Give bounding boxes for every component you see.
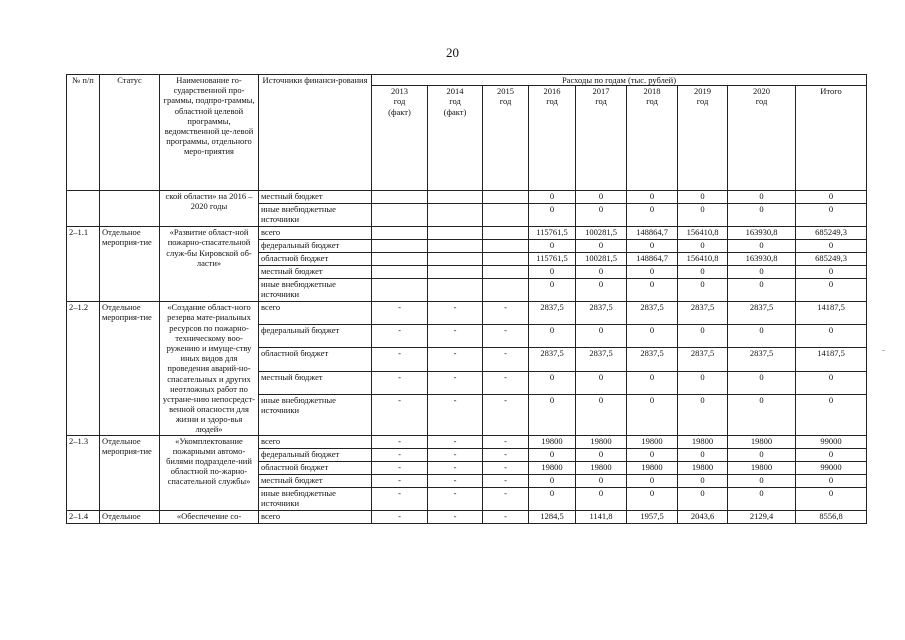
funding-source: иные внебюджетные источники: [259, 279, 372, 302]
row-name: ской области» на 2016 – 2020 годы: [160, 191, 259, 227]
year-sub: год: [393, 96, 406, 107]
year-label: 2015: [497, 86, 514, 97]
value-cell: 2129,4: [728, 510, 796, 523]
header-status: Статус: [100, 75, 160, 191]
value-cell: 0: [627, 266, 678, 279]
total-cell: 685249,3: [796, 227, 867, 240]
value-cell: 0: [627, 191, 678, 204]
value-cell: 0: [728, 487, 796, 510]
value-cell: 163930,8: [728, 227, 796, 240]
value-cell: -: [372, 487, 428, 510]
value-cell: -: [428, 435, 483, 448]
row-name: «Создание област-ного резерва мате-риальных ресурсов по пожарно-техническому воо-ружению и имуще-ству иных видов для проведения аварий-но-спасательных и других неотложных работ по устране-нию непосредст-венной опасности для жизни и здоро-вья людей»: [160, 302, 259, 435]
value-cell: 19800: [529, 435, 576, 448]
scan-speck: [882, 350, 885, 351]
year-label: 2013: [391, 86, 408, 97]
value-cell: 0: [576, 266, 627, 279]
value-cell: 1141,8: [576, 510, 627, 523]
value-cell: 1284,5: [529, 510, 576, 523]
value-cell: 0: [576, 191, 627, 204]
value-cell: [372, 279, 428, 302]
value-cell: [372, 240, 428, 253]
table-row: [67, 435, 867, 448]
value-cell: 0: [576, 325, 627, 348]
value-cell: 0: [678, 279, 728, 302]
year-sub: год: [449, 96, 461, 107]
table-row: [67, 191, 867, 204]
total-cell: 0: [796, 474, 867, 487]
value-cell: 0: [728, 394, 796, 435]
value-cell: 0: [627, 487, 678, 510]
row-status: [100, 191, 160, 227]
total-cell: 0: [796, 279, 867, 302]
value-cell: 115761,5: [529, 253, 576, 266]
header-total: Итого: [796, 86, 867, 191]
funding-source: всего: [259, 302, 372, 325]
value-cell: 0: [728, 325, 796, 348]
year-header: [627, 86, 678, 191]
year-sub: год: [595, 96, 607, 107]
value-cell: 1957,5: [627, 510, 678, 523]
value-cell: 19800: [576, 435, 627, 448]
total-cell: 14187,5: [796, 302, 867, 325]
value-cell: -: [483, 487, 529, 510]
year-sub: год: [755, 96, 768, 107]
funding-source: иные внебюджетные источники: [259, 394, 372, 435]
value-cell: 0: [529, 204, 576, 227]
value-cell: 156410,8: [678, 253, 728, 266]
value-cell: [483, 204, 529, 227]
value-cell: 100281,5: [576, 227, 627, 240]
funding-source: всего: [259, 435, 372, 448]
value-cell: 2837,5: [576, 348, 627, 371]
funding-source: всего: [259, 510, 372, 523]
value-cell: -: [428, 371, 483, 394]
value-cell: 19800: [576, 461, 627, 474]
value-cell: 0: [678, 487, 728, 510]
value-cell: 0: [627, 204, 678, 227]
value-cell: 19800: [627, 435, 678, 448]
value-cell: 19800: [678, 435, 728, 448]
row-number: 2–1.3: [67, 435, 100, 510]
value-cell: 0: [576, 279, 627, 302]
page-number: 20: [446, 45, 459, 60]
value-cell: [428, 279, 483, 302]
year-header: [576, 86, 627, 191]
funding-source: иные внебюджетные источники: [259, 487, 372, 510]
year-label: 2019: [694, 86, 711, 97]
value-cell: 19800: [678, 461, 728, 474]
funding-source: областной бюджет: [259, 348, 372, 371]
funding-source: местный бюджет: [259, 474, 372, 487]
value-cell: 2837,5: [627, 302, 678, 325]
total-cell: 99000: [796, 435, 867, 448]
value-cell: 0: [678, 191, 728, 204]
total-cell: 0: [796, 325, 867, 348]
value-cell: 0: [576, 240, 627, 253]
value-cell: 2837,5: [678, 302, 728, 325]
value-cell: -: [372, 371, 428, 394]
row-number: [67, 191, 100, 227]
value-cell: -: [483, 448, 529, 461]
value-cell: 0: [576, 371, 627, 394]
total-cell: 14187,5: [796, 348, 867, 371]
value-cell: 0: [576, 474, 627, 487]
value-cell: 0: [576, 394, 627, 435]
value-cell: 19800: [728, 435, 796, 448]
year-label: 2018: [643, 86, 661, 97]
value-cell: 163930,8: [728, 253, 796, 266]
value-cell: -: [428, 325, 483, 348]
total-cell: 0: [796, 204, 867, 227]
value-cell: [372, 204, 428, 227]
value-cell: 0: [678, 204, 728, 227]
funding-source: федеральный бюджет: [259, 240, 372, 253]
value-cell: 0: [576, 204, 627, 227]
table-row: [67, 227, 867, 240]
funding-source: областной бюджет: [259, 461, 372, 474]
value-cell: 148864,7: [627, 253, 678, 266]
value-cell: -: [428, 394, 483, 435]
value-cell: 0: [529, 474, 576, 487]
year-note: (факт): [443, 106, 467, 117]
value-cell: -: [483, 371, 529, 394]
year-label: 2020: [753, 86, 770, 97]
value-cell: -: [428, 510, 483, 523]
value-cell: 0: [728, 474, 796, 487]
value-cell: [428, 240, 483, 253]
total-cell: 0: [796, 371, 867, 394]
value-cell: 0: [576, 487, 627, 510]
value-cell: -: [483, 435, 529, 448]
table-row: [67, 302, 867, 325]
table-row: [67, 510, 867, 523]
value-cell: [483, 240, 529, 253]
value-cell: 2837,5: [576, 302, 627, 325]
value-cell: [483, 191, 529, 204]
funding-source: иные внебюджетные источники: [259, 204, 372, 227]
value-cell: 0: [529, 448, 576, 461]
header-expenses: Расходы по годам (тыс. рублей): [372, 75, 867, 86]
value-cell: [428, 227, 483, 240]
value-cell: 0: [728, 240, 796, 253]
funding-source: федеральный бюджет: [259, 448, 372, 461]
value-cell: -: [372, 461, 428, 474]
total-cell: 99000: [796, 461, 867, 474]
value-cell: 100281,5: [576, 253, 627, 266]
value-cell: 0: [728, 279, 796, 302]
value-cell: 115761,5: [529, 227, 576, 240]
row-status: Отдельное: [100, 510, 160, 523]
value-cell: [483, 279, 529, 302]
value-cell: [372, 253, 428, 266]
value-cell: -: [428, 302, 483, 325]
year-sub: год: [696, 96, 709, 107]
funding-source: федеральный бюджет: [259, 325, 372, 348]
value-cell: -: [428, 474, 483, 487]
row-status: Отдельное мероприя-тие: [100, 435, 160, 510]
value-cell: -: [428, 461, 483, 474]
total-cell: 0: [796, 394, 867, 435]
year-header: [372, 86, 428, 191]
value-cell: 0: [627, 279, 678, 302]
value-cell: 0: [529, 325, 576, 348]
total-cell: 8556,8: [796, 510, 867, 523]
value-cell: 2837,5: [678, 348, 728, 371]
value-cell: -: [483, 461, 529, 474]
budget-table: [66, 74, 867, 524]
value-cell: -: [372, 435, 428, 448]
value-cell: -: [483, 394, 529, 435]
value-cell: 0: [627, 371, 678, 394]
value-cell: [428, 204, 483, 227]
value-cell: -: [483, 302, 529, 325]
header-name: Наименование го-сударственной про-граммы, подпро-граммы, областной целевой программы, ведомственной це-левой программы, отдельного меро-приятия: [160, 75, 259, 191]
value-cell: [372, 227, 428, 240]
value-cell: -: [428, 448, 483, 461]
value-cell: 0: [728, 266, 796, 279]
value-cell: 19800: [529, 461, 576, 474]
funding-source: всего: [259, 227, 372, 240]
value-cell: 0: [728, 448, 796, 461]
value-cell: [372, 191, 428, 204]
value-cell: -: [372, 510, 428, 523]
value-cell: -: [372, 348, 428, 371]
value-cell: 0: [627, 325, 678, 348]
year-header: [529, 86, 576, 191]
value-cell: 19800: [728, 461, 796, 474]
value-cell: 0: [529, 240, 576, 253]
total-cell: 0: [796, 240, 867, 253]
value-cell: [428, 266, 483, 279]
value-cell: -: [483, 510, 529, 523]
value-cell: 0: [678, 394, 728, 435]
value-cell: 0: [529, 266, 576, 279]
value-cell: 148864,7: [627, 227, 678, 240]
value-cell: 0: [728, 204, 796, 227]
value-cell: 0: [678, 325, 728, 348]
value-cell: 156410,8: [678, 227, 728, 240]
value-cell: 2837,5: [728, 348, 796, 371]
year-label: 2014: [446, 86, 464, 97]
value-cell: -: [483, 325, 529, 348]
value-cell: 2837,5: [529, 302, 576, 325]
value-cell: 0: [627, 240, 678, 253]
row-status: Отдельное мероприя-тие: [100, 227, 160, 302]
value-cell: -: [372, 474, 428, 487]
value-cell: -: [483, 474, 529, 487]
year-note: (факт): [388, 106, 411, 117]
total-cell: 685249,3: [796, 253, 867, 266]
value-cell: [483, 266, 529, 279]
funding-source: областной бюджет: [259, 253, 372, 266]
row-status: Отдельное мероприя-тие: [100, 302, 160, 435]
row-name: «Развитие област-ной пожарно-спасательной служ-бы Кировской об-ласти»: [160, 227, 259, 302]
value-cell: -: [372, 302, 428, 325]
value-cell: [428, 191, 483, 204]
value-cell: -: [372, 325, 428, 348]
value-cell: [372, 266, 428, 279]
value-cell: -: [428, 487, 483, 510]
value-cell: 0: [627, 448, 678, 461]
value-cell: [483, 227, 529, 240]
value-cell: -: [372, 448, 428, 461]
year-label: 2016: [543, 86, 561, 97]
value-cell: [428, 253, 483, 266]
value-cell: 0: [529, 191, 576, 204]
row-name: «Обеспечение со-: [160, 510, 259, 523]
value-cell: 0: [678, 266, 728, 279]
total-cell: 0: [796, 487, 867, 510]
value-cell: 0: [627, 394, 678, 435]
value-cell: 0: [627, 474, 678, 487]
header-no: № п/п: [67, 75, 100, 191]
value-cell: 0: [678, 474, 728, 487]
value-cell: -: [428, 348, 483, 371]
value-cell: [483, 253, 529, 266]
row-number: 2–1.1: [67, 227, 100, 302]
funding-source: местный бюджет: [259, 371, 372, 394]
value-cell: 2837,5: [728, 302, 796, 325]
value-cell: 0: [728, 371, 796, 394]
year-header: [678, 86, 728, 191]
year-header: [483, 86, 529, 191]
value-cell: -: [372, 394, 428, 435]
total-cell: 0: [796, 266, 867, 279]
value-cell: 0: [529, 279, 576, 302]
value-cell: 2043,6: [678, 510, 728, 523]
value-cell: 0: [728, 191, 796, 204]
value-cell: 2837,5: [529, 348, 576, 371]
year-header: [428, 86, 483, 191]
value-cell: 0: [678, 371, 728, 394]
year-sub: год: [646, 96, 658, 107]
value-cell: 0: [529, 487, 576, 510]
value-cell: 0: [576, 448, 627, 461]
value-cell: 0: [678, 240, 728, 253]
header-source: Источники финанси-рования: [259, 75, 372, 191]
value-cell: 0: [529, 394, 576, 435]
year-sub: год: [499, 96, 512, 107]
year-label: 2017: [592, 86, 610, 97]
funding-source: местный бюджет: [259, 191, 372, 204]
total-cell: 0: [796, 191, 867, 204]
year-header: [728, 86, 796, 191]
year-sub: год: [546, 96, 558, 107]
value-cell: 0: [529, 371, 576, 394]
value-cell: -: [483, 348, 529, 371]
value-cell: 0: [678, 448, 728, 461]
funding-source: местный бюджет: [259, 266, 372, 279]
row-name: «Укомплектование пожарными автомо-билями подразделе-ний областной по-жарно-спасательной службы»: [160, 435, 259, 510]
row-number: 2–1.2: [67, 302, 100, 435]
value-cell: 19800: [627, 461, 678, 474]
total-cell: 0: [796, 448, 867, 461]
row-number: 2–1.4: [67, 510, 100, 523]
value-cell: 2837,5: [627, 348, 678, 371]
